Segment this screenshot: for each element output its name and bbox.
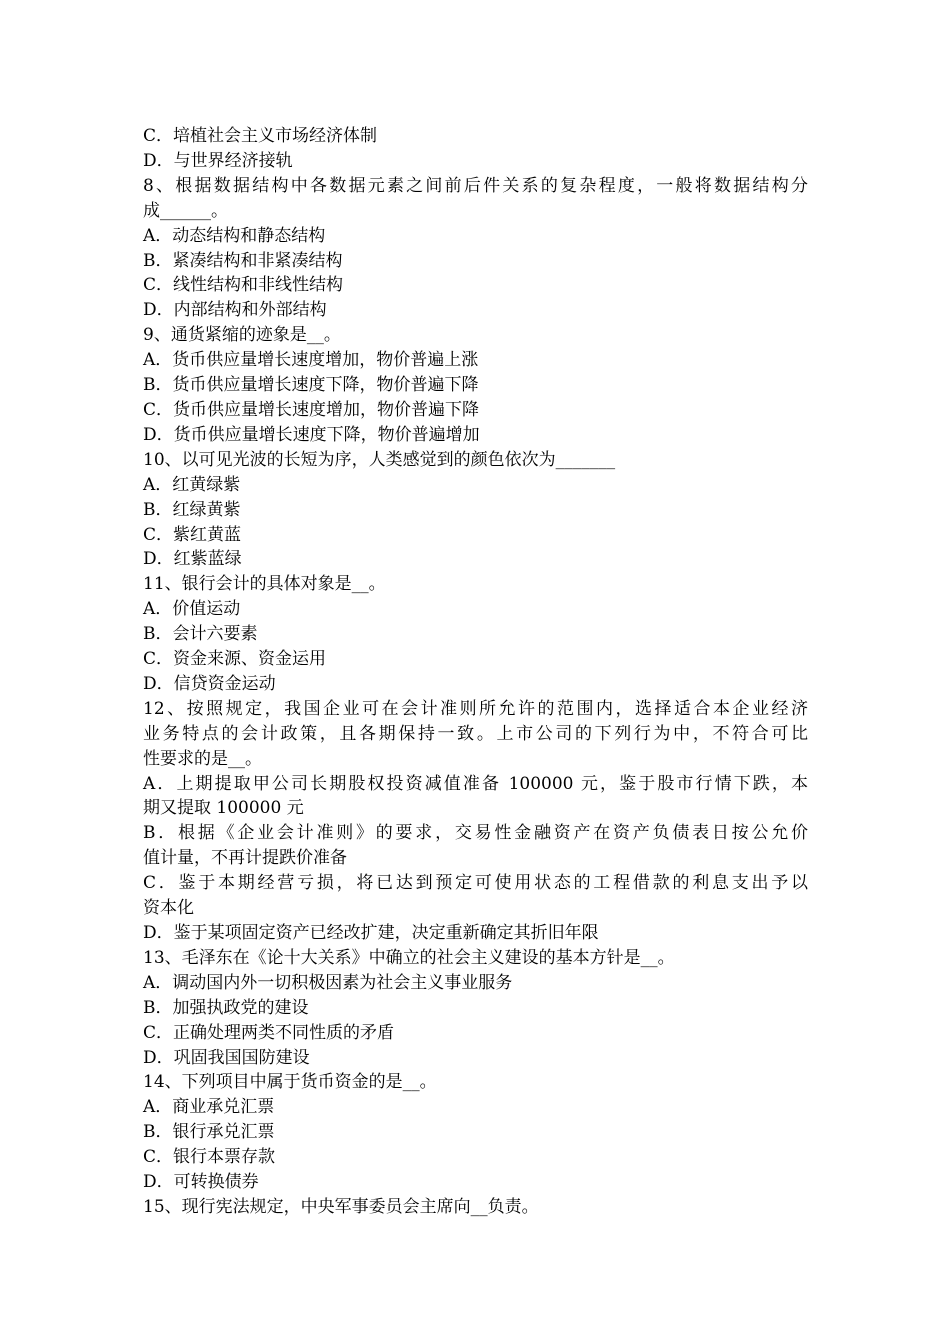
text-line: B．银行承兑汇票 <box>143 1122 275 1143</box>
text-line: D．信贷资金运动 <box>143 673 276 694</box>
text-line: A．价值运动 <box>143 599 241 620</box>
text-line: B．加强执政党的建设 <box>143 997 309 1018</box>
document-page <box>143 124 808 1220</box>
text-line: 成______。 <box>143 200 228 221</box>
text-line: 13、毛泽东在《论十大关系》中确立的社会主义建设的基本方针是__。 <box>143 947 675 968</box>
text-line: C．资金来源、资金运用 <box>143 649 327 670</box>
text-line: C．正确处理两类不同性质的矛盾 <box>143 1022 395 1043</box>
text-line: 10、以可见光波的长短为序，人类感觉到的颜色依次为_______ <box>143 449 616 470</box>
text-line: C．紫红黄蓝 <box>143 524 242 545</box>
text-line: A．上期提取甲公司长期股权投资减值准备 100000 元，鉴于股市行情下跌，本 <box>143 773 808 794</box>
text-line: 9、通货紧缩的迹象是__。 <box>143 325 341 346</box>
text-line: D．与世界经济接轨 <box>143 150 293 171</box>
text-line: A．商业承兑汇票 <box>143 1097 275 1118</box>
text-line: 资本化 <box>143 898 194 919</box>
text-line: 15、现行宪法规定，中央军事委员会主席向__负责。 <box>143 1196 539 1217</box>
text-line: B．红绿黄紫 <box>143 499 241 520</box>
text-line: C．鉴于本期经营亏损，将已达到预定可使用状态的工程借款的利息支出予以 <box>143 873 808 894</box>
text-line: D．内部结构和外部结构 <box>143 300 327 321</box>
text-line: B．货币供应量增长速度下降，物价普遍下降 <box>143 375 479 396</box>
text-line: A．动态结构和静态结构 <box>143 225 326 246</box>
text-line: A．红黄绿紫 <box>143 474 241 495</box>
text-line: 14、下列项目中属于货币资金的是__。 <box>143 1072 437 1093</box>
text-line: D．红紫蓝绿 <box>143 549 242 570</box>
text-line: 业务特点的会计政策，且各期保持一致。上市公司的下列行为中，不符合可比 <box>143 723 808 744</box>
text-line: C．线性结构和非线性结构 <box>143 275 344 296</box>
text-line: D．可转换债券 <box>143 1172 259 1193</box>
text-line: B．根据《企业会计准则》的要求，交易性金融资产在资产负债表日按公允价 <box>143 823 808 844</box>
text-line: 值计量，不再计提跌价准备 <box>143 848 347 869</box>
text-line: D．货币供应量增长速度下降，物价普遍增加 <box>143 424 480 445</box>
text-line: C．银行本票存款 <box>143 1147 276 1168</box>
text-line: C．货币供应量增长速度增加，物价普遍下降 <box>143 399 480 420</box>
text-line: A．货币供应量增长速度增加，物价普遍上涨 <box>143 350 479 371</box>
text-line: B．会计六要素 <box>143 624 258 645</box>
text-line: D．巩固我国国防建设 <box>143 1047 310 1068</box>
text-line: A．调动国内外一切积极因素为社会主义事业服务 <box>143 972 513 993</box>
text-line: D．鉴于某项固定资产已经改扩建，决定重新确定其折旧年限 <box>143 923 599 943</box>
text-line: 8、根据数据结构中各数据元素之间前后件关系的复杂程度，一般将数据结构分 <box>143 175 808 196</box>
text-line: C．培植社会主义市场经济体制 <box>143 126 378 146</box>
text-line: 12、按照规定，我国企业可在会计准则所允许的范围内，选择适合本企业经济 <box>143 698 808 719</box>
text-line: B．紧凑结构和非紧凑结构 <box>143 250 343 271</box>
text-line: 性要求的是__。 <box>143 748 262 769</box>
text-line: 11、银行会计的具体对象是__。 <box>143 574 386 595</box>
text-line: 期又提取 100000 元 <box>143 798 304 819</box>
